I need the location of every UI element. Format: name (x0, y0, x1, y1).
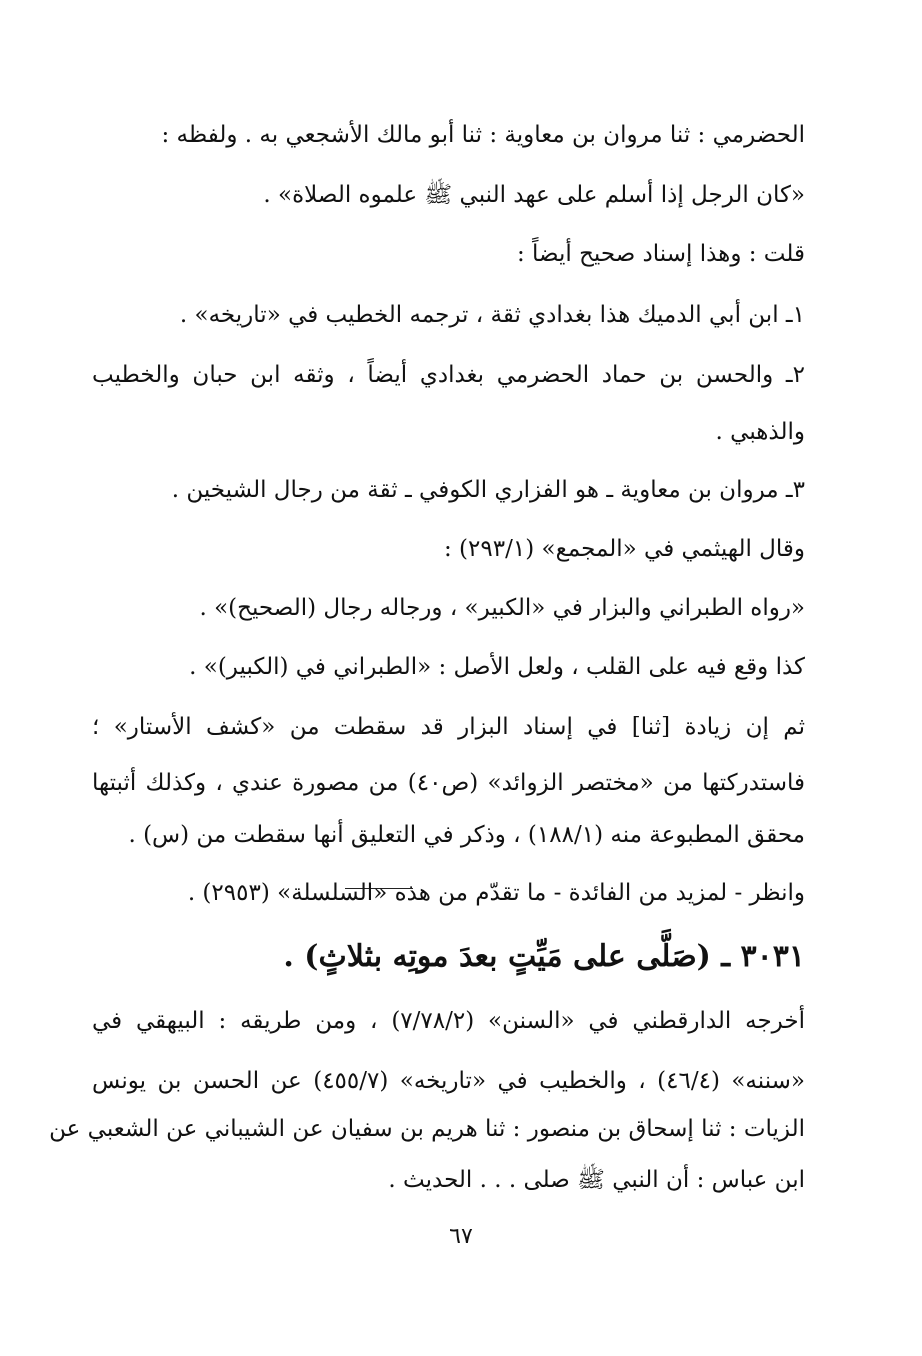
text-line: الحضرمي : ثنا مروان بن معاوية : ثنا أبو مالك الأشجعي به . ولفظه : (161, 122, 805, 148)
paragraph-line: ثم إن زيادة [ثنا] في إسناد البزار قد سقطت من «كشف الأستار» ؛ (92, 714, 805, 740)
text-line: قلت : وهذا إسناد صحيح أيضاً : (516, 241, 805, 267)
paragraph-line: الزيات : ثنا إسحاق بن منصور : ثنا هريم بن سفيان عن الشيباني عن الشعبي عن (49, 1116, 805, 1142)
paragraph-line: ابن عباس : أن النبي ﷺ صلى . . . الحديث . (388, 1167, 805, 1193)
paragraph-line: «سننه» (٤٦/٤) ، والخطيب في «تاريخه» (٤٥٥/٧) عن الحسن بن يونس (92, 1068, 805, 1094)
numbered-item-2: ٢ـ والحسن بن حماد الحضرمي بغدادي أيضاً ، وثقه ابن حبان والخطيب (92, 362, 805, 388)
text-line: كذا وقع فيه على القلب ، ولعل الأصل : «الطبراني في (الكبير)» . (189, 654, 805, 680)
text-line: «كان الرجل إذا أسلم على عهد النبي ﷺ علموه الصلاة» . (263, 182, 805, 208)
hadith-heading: ٣٠٣١ ـ (صَلَّى على مَيِّتٍ بعدَ موتِه بثلاثٍ) . (283, 939, 805, 974)
numbered-item-1: ١ـ ابن أبي الدميك هذا بغدادي ثقة ، ترجمه الخطيب في «تاريخه» . (179, 302, 805, 328)
text-line: وقال الهيثمي في «المجمع» (٢٩٣/١) : (444, 536, 805, 562)
text-line: والذهبي . (715, 419, 805, 445)
paragraph-line: أخرجه الدارقطني في «السنن» (٧/٧٨/٢) ، ومن طريقه : البيهقي في (92, 1008, 805, 1034)
text-line: وانظر - لمزيد من الفائدة - ما تقدّم من هذه «السلسلة» (٢٩٥٣) . (187, 880, 805, 906)
page-number: ٦٧ (449, 1224, 473, 1249)
quote-line: «رواه الطبراني والبزار في «الكبير» ، ورجاله رجال (الصحيح)» . (199, 595, 805, 621)
paragraph-line: فاستدركتها من «مختصر الزوائد» (ص٤٠) من مصورة عندي ، وكذلك أثبتها (92, 770, 806, 796)
paragraph-line: محقق المطبوعة منه (١٨٨/١) ، وذكر في التعليق أنها سقطت من (س) . (128, 822, 805, 848)
numbered-item-3: ٣ـ مروان بن معاوية ـ هو الفزاري الكوفي ـ ثقة من رجال الشيخين . (171, 477, 805, 503)
